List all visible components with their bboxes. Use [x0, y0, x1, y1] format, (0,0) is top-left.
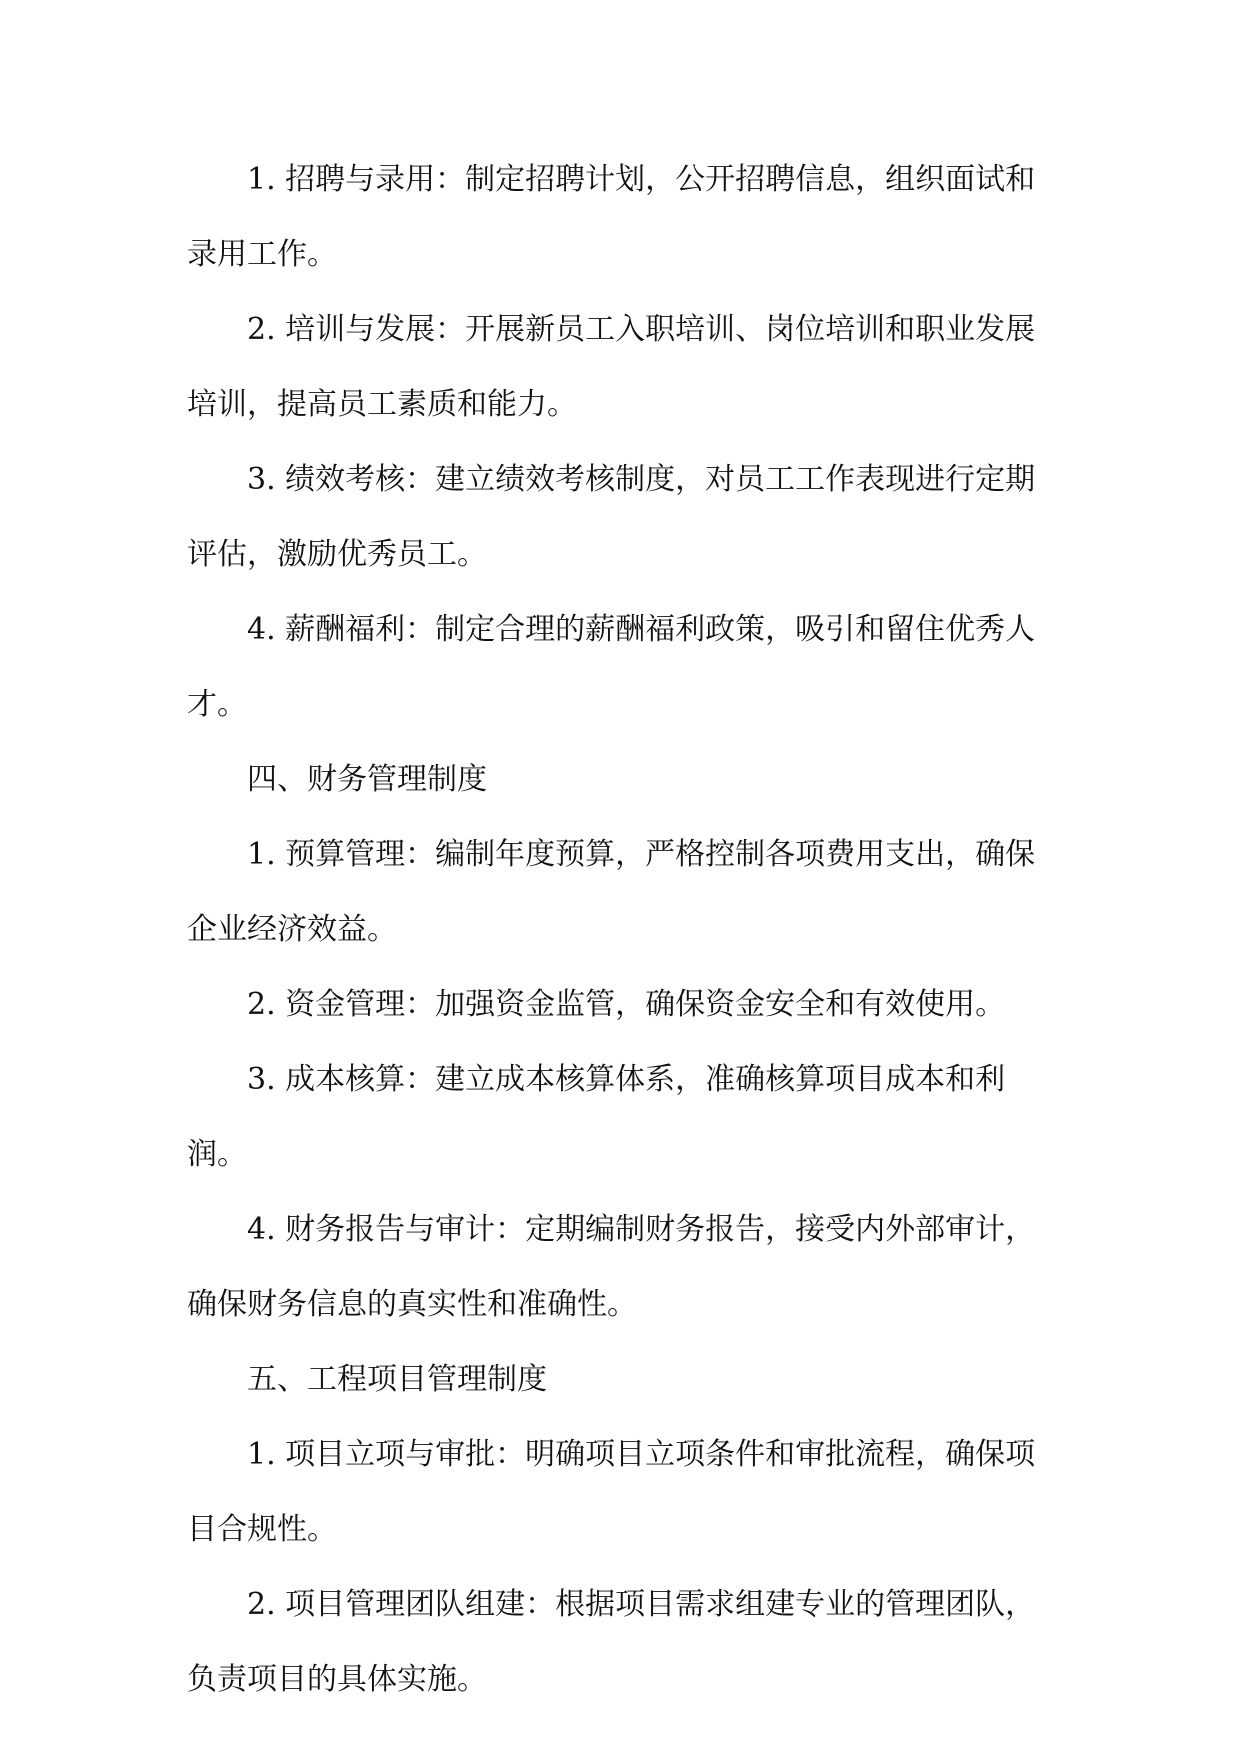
paragraph-funds: 2. 资金管理：加强资金监管，确保资金安全和有效使用。 [247, 987, 1006, 1022]
paragraph-cost-accounting: 3. 成本核算：建立成本核算体系，准确核算项目成本和利润。 [187, 1062, 1006, 1172]
paragraph-performance: 3. 绩效考核：建立绩效考核制度，对员工工作表现进行定期评估，激励优秀员工。 [187, 462, 1036, 572]
paragraph-recruitment: 1. 招聘与录用：制定招聘计划，公开招聘信息，组织面试和录用工作。 [187, 162, 1036, 272]
paragraph-budget: 1. 预算管理：编制年度预算，严格控制各项费用支出，确保企业经济效益。 [187, 837, 1036, 947]
section-heading-project-management: 五、工程项目管理制度 [247, 1362, 547, 1397]
paragraph-financial-reporting: 4. 财务报告与审计：定期编制财务报告，接受内外部审计，确保财务信息的真实性和准确性。 [187, 1212, 1036, 1322]
paragraph-compensation: 4. 薪酬福利：制定合理的薪酬福利政策，吸引和留住优秀人才。 [187, 612, 1036, 722]
paragraph-project-team: 2. 项目管理团队组建：根据项目需求组建专业的管理团队，负责项目的具体实施。 [187, 1587, 1036, 1697]
document-body [187, 142, 1047, 1717]
paragraph-project-approval: 1. 项目立项与审批：明确项目立项条件和审批流程，确保项目合规性。 [187, 1437, 1036, 1547]
paragraph-training: 2. 培训与发展：开展新员工入职培训、岗位培训和职业发展培训，提高员工素质和能力。 [187, 312, 1036, 422]
section-heading-finance: 四、财务管理制度 [247, 762, 487, 797]
